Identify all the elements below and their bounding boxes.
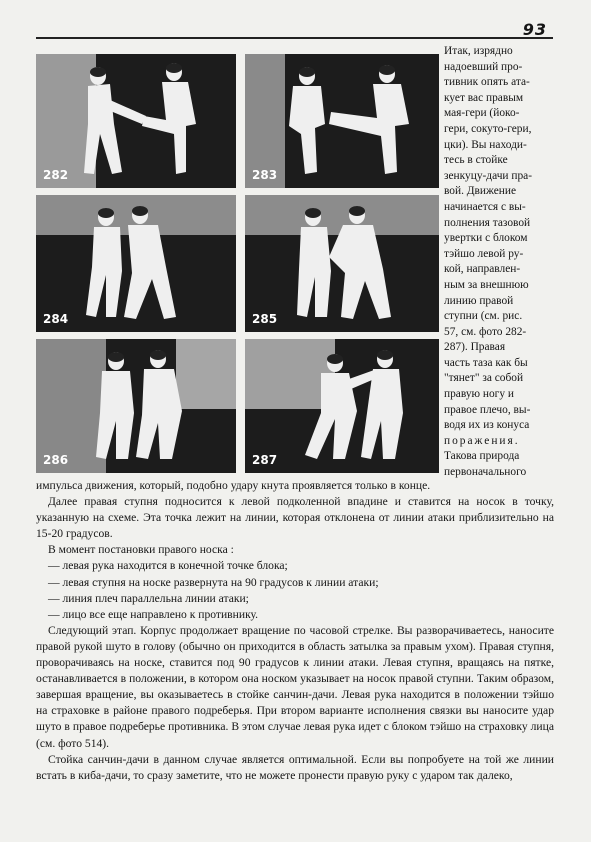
text-line: гери, сокуто-гери, bbox=[444, 122, 532, 135]
photo-label: 287 bbox=[252, 453, 278, 467]
photo-label: 285 bbox=[252, 312, 278, 326]
list-item: — линия плеч параллельна линии атаки; bbox=[48, 591, 249, 605]
text-line: правое плечо, вы- bbox=[444, 403, 531, 416]
photo-286 bbox=[36, 339, 236, 473]
text-line: поражения. bbox=[444, 434, 520, 447]
photo-label: 284 bbox=[43, 312, 69, 326]
paragraph: Следующий этап. Корпус продолжает вращение по часовой стрелке. Вы разворачиваетесь, наносите правой рукой шуто в голову (обычно он приходится в область затылка за правым ухом). Правая ступня, проворачиваясь на носке, ставится под 90 градусов к линии атаки. Левая ступня, вращаясь на пятке, останавливается в положении, в котором она носком указывает на носок правой ступни. Таким образом, завершая вращение, вы оказываетесь в стойке санчин-дачи. Левая рука находится в положении тэйшо на страховке в районе правого подреберья. При втором варианте исполнения связки вы наносите удар шуто в правое подреберье противника. В этом случае левая рука идет с блоком тэйшо на страховку лица (см. фото 514). bbox=[36, 623, 554, 750]
photo-284 bbox=[36, 195, 236, 332]
text-line: кой, направлен- bbox=[444, 263, 521, 276]
side-text-column bbox=[444, 44, 556, 481]
text-line: 287). Правая bbox=[444, 341, 506, 354]
paragraph: Далее правая ступня подносится к левой подколенной впадине и ставится на носок в точку, указанную на схеме. Эта точка лежит на линии, которая отклонена от линии атаки приблизительно на 15-20 градусов. bbox=[36, 495, 554, 541]
list-item: — левая ступня на носке развернута на 90 градусов к линии атаки; bbox=[48, 575, 379, 589]
text-line: ступни (см. рис. bbox=[444, 310, 523, 323]
text-line: цки). Вы находи- bbox=[444, 138, 527, 151]
text-line: "тянет" за собой bbox=[444, 372, 524, 385]
photo-label: 286 bbox=[43, 453, 69, 467]
photo-285 bbox=[245, 195, 439, 332]
list-item: — лицо все еще направлено к противнику. bbox=[48, 607, 259, 621]
text-line: тэйшо левой ру- bbox=[444, 247, 524, 260]
conditions-list bbox=[36, 558, 554, 622]
page-number: 93 bbox=[522, 20, 547, 39]
text-line: 57, см. фото 282- bbox=[444, 325, 527, 338]
text-line: тесь в стойке bbox=[444, 154, 508, 167]
photo-282 bbox=[36, 54, 236, 188]
text-line: начинается с вы- bbox=[444, 200, 526, 213]
text-line: первоначального bbox=[444, 466, 527, 479]
photo-label: 283 bbox=[252, 168, 278, 182]
text-line: вой. Движение bbox=[444, 185, 517, 198]
header-rule bbox=[36, 37, 553, 39]
text-line: тивник опять ата- bbox=[444, 76, 530, 89]
text-line: Итак, изрядно bbox=[444, 45, 513, 57]
photo-287 bbox=[245, 339, 439, 473]
text-line: кует вас правым bbox=[444, 91, 524, 104]
text-line: полнения тазовой bbox=[444, 216, 531, 229]
text-line: увертки с блоком bbox=[444, 232, 528, 245]
text-line: линию правой bbox=[444, 294, 514, 307]
text-line: водя их из конуса bbox=[444, 419, 530, 432]
paragraph-continuation: импульса движения, который, подобно удару кнута проявляется только в конце. bbox=[36, 479, 431, 492]
list-item: — левая рука находится в конечной точке блока; bbox=[48, 559, 288, 573]
text-line: Такова природа bbox=[444, 450, 520, 463]
paragraph: Стойка санчин-дачи в данном случае является оптимальной. Если вы попробуете на той же линии встать в киба-дачи, то сразу заметите, что не можете пронести правую руку с ударом так далеко, bbox=[36, 752, 554, 782]
photo-label: 282 bbox=[43, 168, 69, 182]
text-line: часть таза как бы bbox=[444, 356, 528, 369]
main-text-block bbox=[36, 478, 554, 784]
text-line: ным за внешнюю bbox=[444, 278, 529, 291]
text-line: зенкуцу-дачи пра- bbox=[444, 169, 533, 182]
text-line: надоевший про- bbox=[444, 60, 523, 73]
photo-283 bbox=[245, 54, 439, 188]
paragraph: В момент постановки правого носка : bbox=[48, 543, 234, 557]
text-line: мая-гери (йоко- bbox=[444, 107, 520, 120]
text-line: правую ногу и bbox=[444, 388, 514, 401]
